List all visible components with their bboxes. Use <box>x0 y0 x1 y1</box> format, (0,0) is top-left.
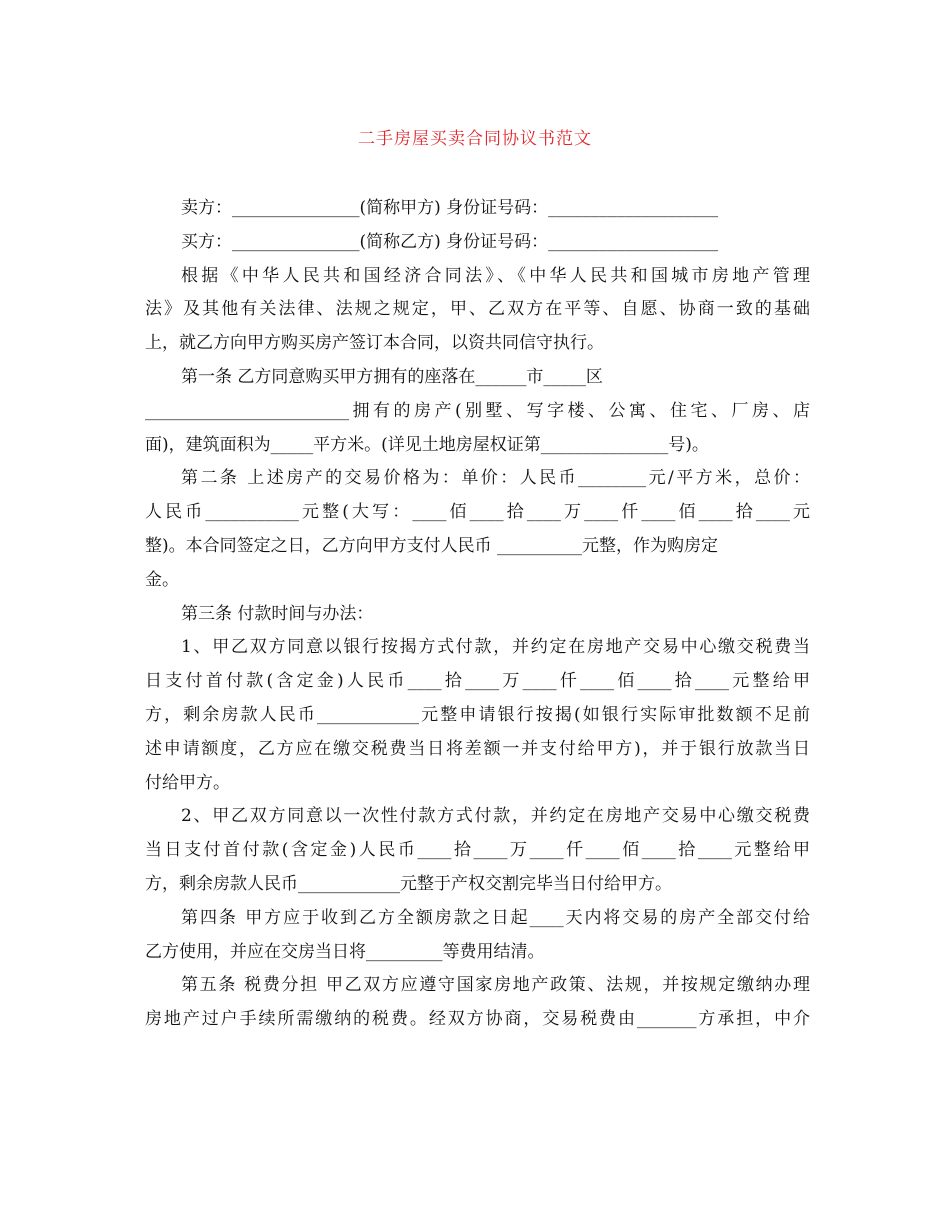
article-2-line: 第二条 上述房产的交易价格为：单价：人民币________元/平方米，总价： <box>181 468 810 489</box>
paragraph-line: 法》及其他有关法律、法规之规定，甲、乙双方在平等、自愿、协商一致的基础 <box>145 299 810 320</box>
paragraph-line: 房地产过户手续所需缴纳的税费。经双方协商，交易税费由_______方承担，中介 <box>145 1009 810 1030</box>
paragraph-line: 上，就乙方向甲方购买房产签订本合同，以资共同信守执行。 <box>145 333 604 354</box>
clause-2-line: 2、甲乙双方同意以一次性付款方式付款，并约定在房地产交易中心缴交税费 <box>181 806 810 827</box>
paragraph-line: 付给甲方。 <box>145 772 230 793</box>
clause-1-line: 1、甲乙双方同意以银行按揭方式付款，并约定在房地产交易中心缴交税费当 <box>181 637 810 658</box>
paragraph-line: 金。 <box>145 569 179 590</box>
paragraph-line: 人民币___________元整(大写：____佰____拾____万____仟____佰____拾____元 <box>145 502 810 523</box>
paragraph-line: 当日支付首付款(含定金)人民币____拾____万____仟____佰____拾____元整给甲 <box>145 840 810 861</box>
document-body <box>145 192 810 1037</box>
paragraph-line: 根据《中华人民共和国经济合同法》、《中华人民共和国城市房地产管理 <box>181 265 810 286</box>
document-title: 二手房屋买卖合同协议书范文 <box>358 129 592 149</box>
article-5-line: 第五条 税费分担 甲乙双方应遵守国家房地产政策、法规，并按规定缴纳办理 <box>181 975 810 996</box>
paragraph-line: 面)，建筑面积为_____平方米。(详见土地房屋权证第_______________号)。 <box>145 434 709 455</box>
buyer-line: 买方：_______________(简称乙方) 身份证号码：____________________ <box>181 231 719 252</box>
paragraph-line: 整)。本合同签定之日，乙方向甲方支付人民币 __________元整，作为购房定 <box>145 535 719 556</box>
paragraph-line: ________________________拥有的房产(别墅、写字楼、公寓、住宅、厂房、店 <box>145 400 810 421</box>
paragraph-line: 述申请额度，乙方应在缴交税费当日将差额一并支付给甲方)，并于银行放款当日 <box>145 738 810 759</box>
article-1-line: 第一条 乙方同意购买甲方拥有的座落在______市_____区 <box>181 366 603 387</box>
article-3-line: 第三条 付款时间与办法： <box>181 603 374 624</box>
paragraph-line: 日支付首付款(含定金)人民币____拾____万____仟____佰____拾____元整给甲 <box>145 671 810 692</box>
paragraph-line: 方，剩余房款人民币____________元整于产权交割完毕当日付给甲方。 <box>145 873 672 894</box>
paragraph-line: 方，剩余房款人民币____________元整申请银行按揭(如银行实际审批数额不足前 <box>145 704 810 725</box>
paragraph-line: 乙方使用，并应在交房当日将_________等费用结清。 <box>145 941 545 962</box>
article-4-line: 第四条 甲方应于收到乙方全额房款之日起____天内将交易的房产全部交付给 <box>181 907 810 928</box>
seller-line: 卖方：_______________(简称甲方) 身份证号码：____________________ <box>181 198 719 218</box>
